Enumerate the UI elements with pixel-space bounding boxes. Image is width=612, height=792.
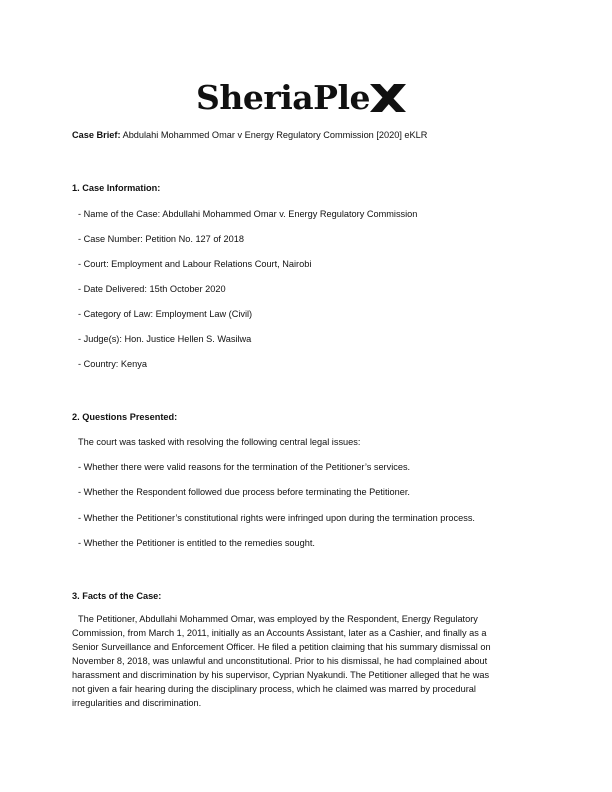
question-item: - Whether the Respondent followed due process before terminating the Petitioner. xyxy=(78,487,410,497)
facts-line: not given a fair hearing during the disciplinary process, which he claimed was marred by procedural xyxy=(72,684,476,694)
case-brief-label: Case Brief: xyxy=(72,130,121,140)
case-info-item: - Date Delivered: 15th October 2020 xyxy=(78,284,226,294)
case-info-item: - Case Number: Petition No. 127 of 2018 xyxy=(78,234,244,244)
section-heading-case-information: 1. Case Information: xyxy=(72,183,161,193)
questions-intro: The court was tasked with resolving the following central legal issues: xyxy=(78,437,361,447)
case-info-item: - Court: Employment and Labour Relations Court, Nairobi xyxy=(78,259,312,269)
question-item: - Whether there were valid reasons for the termination of the Petitioner’s services. xyxy=(78,462,411,472)
facts-line: November 8, 2018, was unlawful and unconstitutional. Prior to his dismissal, he had complained about xyxy=(72,656,488,666)
case-info-item: - Country: Kenya xyxy=(78,359,147,369)
logo-wordmark: SheriaPle xyxy=(196,78,370,117)
section-heading-questions-presented: 2. Questions Presented: xyxy=(72,412,178,422)
facts-line: Senior Surveillance and Enforcement Officer. He filed a petition claiming that his summary dismissal on xyxy=(72,642,491,652)
sheriaplex-logo xyxy=(196,78,426,118)
facts-line: The Petitioner, Abdullahi Mohammed Omar, was employed by the Respondent, Energy Regulatory xyxy=(78,614,478,624)
logo-x-mark xyxy=(368,82,408,114)
case-brief-line xyxy=(72,129,427,141)
question-item: - Whether the Petitioner is entitled to the remedies sought. xyxy=(78,538,315,548)
section-heading-facts: 3. Facts of the Case: xyxy=(72,591,162,601)
case-info-item: - Name of the Case: Abdullahi Mohammed Omar v. Energy Regulatory Commission xyxy=(78,209,418,219)
case-info-item: - Category of Law: Employment Law (Civil) xyxy=(78,309,253,319)
facts-line: irregularities and discrimination. xyxy=(72,698,202,708)
case-info-item: - Judge(s): Hon. Justice Hellen S. Wasilwa xyxy=(78,334,252,344)
question-item: - Whether the Petitioner’s constitutional rights were infringed upon during the termination process. xyxy=(78,513,475,523)
facts-line: harassment and discrimination by his supervisor, Cyprian Nyakundi. The Petitioner alleged that he was xyxy=(72,670,490,680)
facts-line: Commission, from March 1, 2011, initially as an Accounts Assistant, later as a Cashier, and finally as a xyxy=(72,628,487,638)
facts-paragraph xyxy=(72,612,542,710)
case-brief-title: Abdulahi Mohammed Omar v Energy Regulatory Commission [2020] eKLR xyxy=(122,130,428,140)
